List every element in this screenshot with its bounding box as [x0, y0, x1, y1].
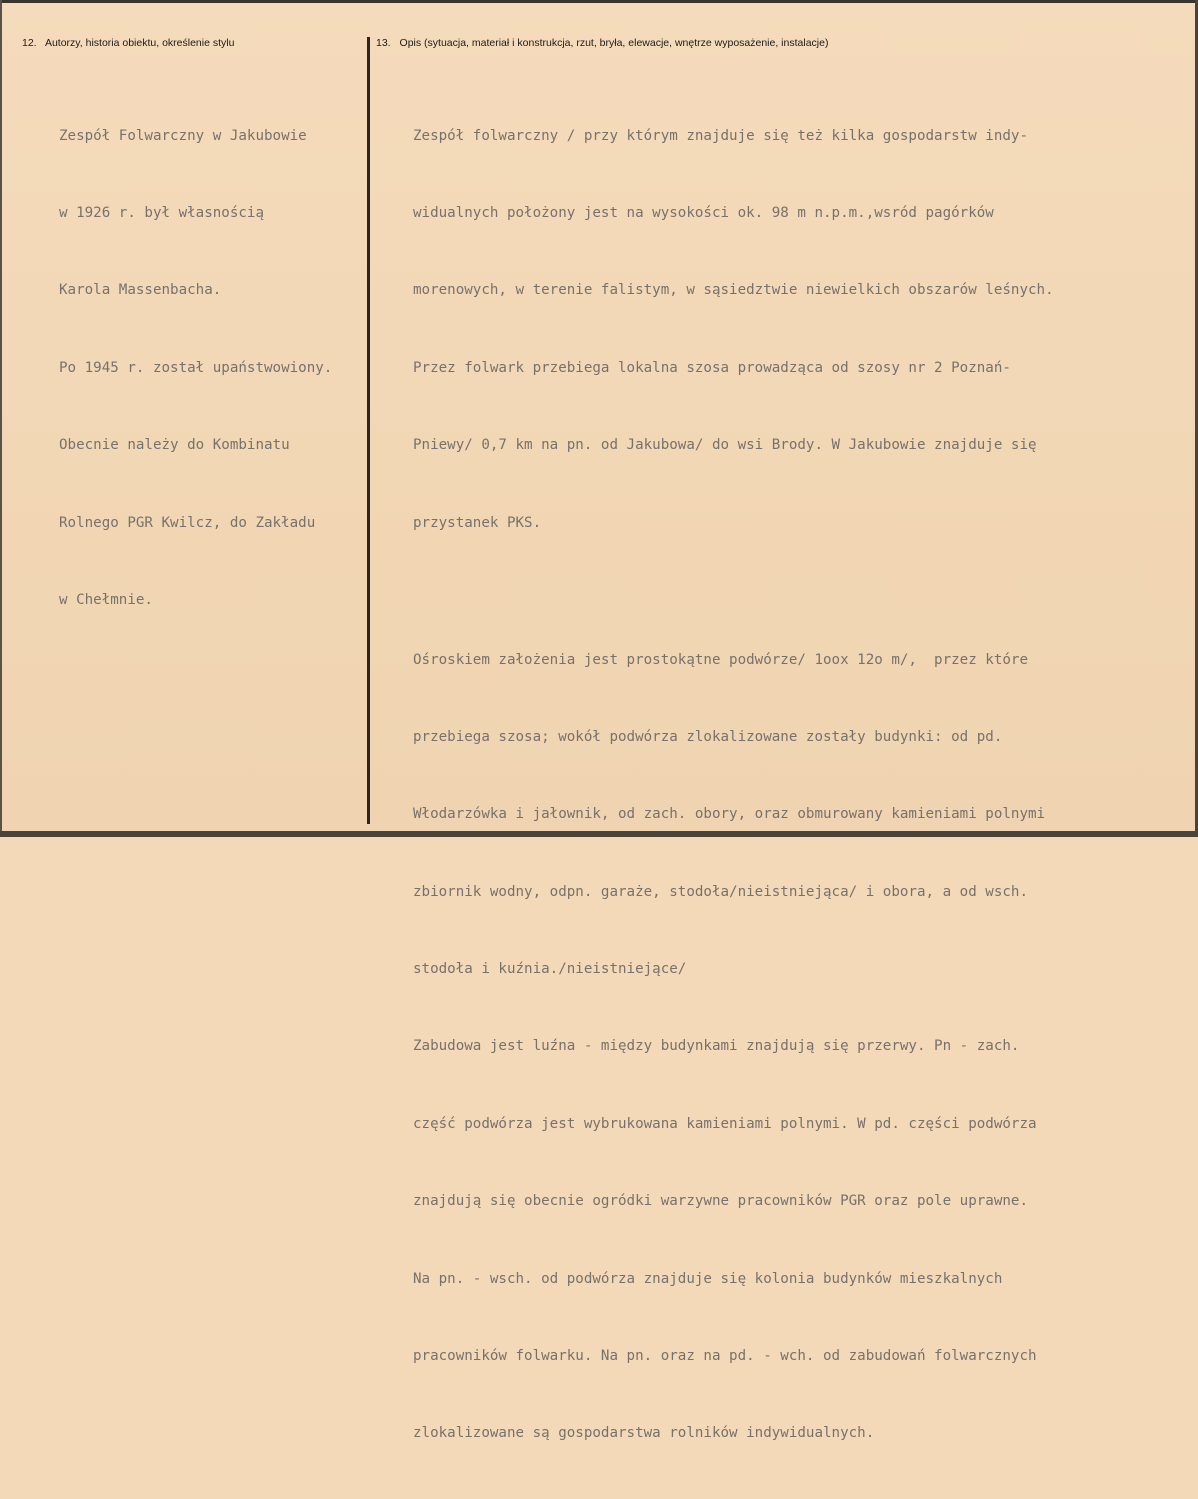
- typed-line: w Chełmnie.: [59, 591, 153, 608]
- typed-line: morenowych, w terenie falistym, w sąsiedztwie niewielkich obszarów leśnych.: [413, 282, 1054, 299]
- section-13-number: 13.: [376, 37, 391, 49]
- card-left-edge: [0, 0, 2, 837]
- card-top-edge: [0, 0, 1198, 3]
- typed-line: pracowników folwarku. Na pn. oraz na pd. - wch. od zabudowań folwarcznych: [413, 1348, 1037, 1365]
- typed-line: zbiornik wodny, odpn. garaże, stodoła/nieistniejąca/ i obora, a od wsch.: [413, 883, 1028, 900]
- typed-line: przebiega szosa; wokół podwórza zlokalizowane zostały budynki: od pd.: [413, 728, 1003, 745]
- typed-line: w 1926 r. był własnością: [59, 204, 264, 221]
- typed-line: Obecnie należy do Kombinatu: [59, 437, 290, 454]
- section-13-text: [413, 72, 1054, 1499]
- typed-line: część podwórza jest wybrukowana kamieniami polnymi. W pd. części podwórza: [413, 1115, 1037, 1132]
- typed-line: Na pn. - wsch. od podwórza znajduje się kolonia budynków mieszkalnych: [413, 1270, 1003, 1287]
- section-12-text: [59, 72, 332, 665]
- typed-line: Przez folwark przebiega lokalna szosa prowadząca od szosy nr 2 Poznań-: [413, 359, 1011, 376]
- paragraph-gap: [413, 588, 1054, 596]
- column-divider: [367, 37, 370, 824]
- typed-line: Ośroskiem założenia jest prostokątne podwórze/ 1oox 12o m/, przez które: [413, 651, 1028, 668]
- section-13-header: [376, 37, 828, 49]
- typed-line: znajdują się obecnie ogródki warzywne pracowników PGR oraz pole uprawne.: [413, 1193, 1028, 1210]
- typed-line: Włodarzówka i jałownik, od zach. obory, oraz obmurowany kamieniami polnymi: [413, 806, 1046, 823]
- typed-line: Karola Massenbacha.: [59, 282, 222, 299]
- typed-line: Po 1945 r. został upaństwowiony.: [59, 359, 333, 376]
- typed-line: Zespół Folwarczny w Jakubowie: [59, 127, 307, 144]
- typed-line: Zespół folwarczny / przy którym znajduje się też kilka gospodarstw indy-: [413, 127, 1028, 144]
- typed-line: widualnych położony jest na wysokości ok. 98 m n.p.m.,wsród pagórków: [413, 204, 994, 221]
- typed-line: przystanek PKS.: [413, 514, 542, 531]
- typed-line: zlokalizowane są gospodarstwa rolników indywidualnych.: [413, 1425, 875, 1442]
- typed-line: Pniewy/ 0,7 km na pn. od Jakubowa/ do wsi Brody. W Jakubowie znajduje się: [413, 437, 1037, 454]
- section-12-title: Autorzy, historia obiektu, określenie stylu: [44, 37, 235, 49]
- typed-line: stodoła i kuźnia./nieistniejące/: [413, 961, 687, 978]
- section-13-title: Opis (sytuacja, materiał i konstrukcja, rzut, bryła, elewacje, wnętrze wyposażenie, instalacje): [399, 37, 829, 49]
- section-12-number: 12.: [22, 37, 37, 49]
- section-12-header: [22, 37, 234, 49]
- typed-line: Rolnego PGR Kwilcz, do Zakładu: [59, 514, 316, 531]
- typed-line: Zabudowa jest luźna - między budynkami znajdują się przerwy. Pn - zach.: [413, 1038, 1020, 1055]
